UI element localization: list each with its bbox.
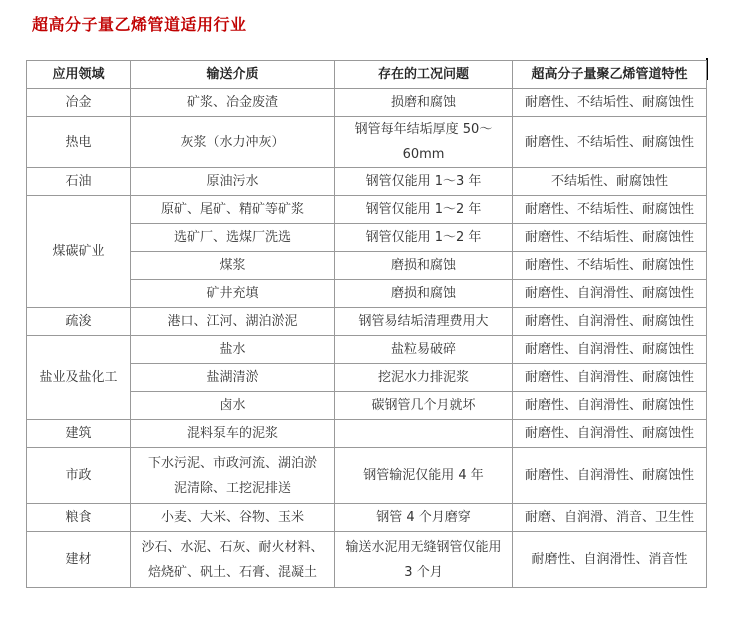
problem-cell xyxy=(335,196,513,224)
problem-text: 钢管输泥仅能用 4 年 xyxy=(363,468,484,483)
industry-table-container xyxy=(26,60,706,588)
feature-cell: 耐磨性、自润滑性、耐腐蚀性 xyxy=(513,336,707,364)
table-row xyxy=(27,420,707,448)
media-text: 混料泵车的泥浆 xyxy=(186,426,278,441)
field-cell: 盐业及盐化工 xyxy=(27,336,131,420)
table-header-row xyxy=(27,61,707,89)
problem-cell xyxy=(335,308,513,336)
problem-cell xyxy=(335,364,513,392)
media-cell xyxy=(131,532,335,588)
table-row xyxy=(27,196,707,224)
problem-cell xyxy=(335,448,513,504)
problem-text: 钢管仅能用 1～2 年 xyxy=(365,202,482,217)
problem-cell xyxy=(335,252,513,280)
media-cell xyxy=(131,280,335,308)
field-cell: 热电 xyxy=(27,117,131,168)
problem-text: 3 个月 xyxy=(404,564,443,580)
feature-cell: 耐磨性、自润滑性、耐腐蚀性 xyxy=(513,448,707,504)
problem-cell xyxy=(335,89,513,117)
table-row xyxy=(27,168,707,196)
table-row xyxy=(27,448,707,504)
feature-cell: 不结垢性、耐腐蚀性 xyxy=(513,168,707,196)
feature-cell: 耐磨性、自润滑性、耐腐蚀性 xyxy=(513,280,707,308)
media-text: 煤浆 xyxy=(219,258,246,273)
problem-text: 钢管 4 个月磨穿 xyxy=(376,510,471,525)
problem-cell xyxy=(335,117,513,168)
media-cell xyxy=(131,392,335,420)
media-cell xyxy=(131,308,335,336)
feature-cell: 耐磨性、不结垢性、耐腐蚀性 xyxy=(513,89,707,117)
problem-cell xyxy=(335,532,513,588)
media-cell xyxy=(131,504,335,532)
media-cell xyxy=(131,224,335,252)
problem-cell xyxy=(335,336,513,364)
table-row xyxy=(27,308,707,336)
feature-cell: 耐磨性、自润滑性、耐腐蚀性 xyxy=(513,420,707,448)
problem-text: 60mm xyxy=(402,147,445,162)
problem-cell xyxy=(335,280,513,308)
table-row xyxy=(27,89,707,117)
problem-text: 钢管每年结垢厚度 50～ xyxy=(354,122,493,137)
field-cell: 粮食 xyxy=(27,504,131,532)
media-text: 盐水 xyxy=(219,342,246,357)
media-text: 原油污水 xyxy=(206,174,259,189)
problem-text: 磨损和腐蚀 xyxy=(390,258,456,273)
feature-cell: 耐磨性、自润滑性、耐腐蚀性 xyxy=(513,364,707,392)
media-cell xyxy=(131,364,335,392)
media-text: 卤水 xyxy=(219,398,246,413)
header-problem: 存在的工况问题 xyxy=(335,61,513,89)
feature-cell: 耐磨性、不结垢性、耐腐蚀性 xyxy=(513,196,707,224)
field-cell: 市政 xyxy=(27,448,131,504)
media-text: 小麦、大米、谷物、玉米 xyxy=(160,510,304,525)
media-cell xyxy=(131,117,335,168)
feature-cell: 耐磨性、自润滑性、消音性 xyxy=(513,532,707,588)
media-text: 选矿厂、选煤厂洗选 xyxy=(173,230,291,245)
field-cell: 冶金 xyxy=(27,89,131,117)
problem-text: 钢管仅能用 1～2 年 xyxy=(365,230,482,245)
field-cell: 建筑 xyxy=(27,420,131,448)
media-text: 港口、江河、湖泊淤泥 xyxy=(167,314,298,329)
feature-cell: 耐磨性、自润滑性、耐腐蚀性 xyxy=(513,308,707,336)
field-cell: 石油 xyxy=(27,168,131,196)
media-cell xyxy=(131,196,335,224)
problem-text: 输送水泥用无缝钢管仅能用 xyxy=(345,539,502,555)
feature-cell: 耐磨性、自润滑性、耐腐蚀性 xyxy=(513,392,707,420)
media-text: 沙石、水泥、石灰、耐火材料、 xyxy=(141,539,324,555)
media-cell xyxy=(131,336,335,364)
media-cell xyxy=(131,420,335,448)
media-text: 灰浆（水力冲灰） xyxy=(180,134,285,150)
media-text: 矿井充填 xyxy=(206,286,259,301)
page-title: 超高分子量乙烯管道适用行业 xyxy=(32,15,247,34)
problem-cell xyxy=(335,168,513,196)
media-text: 焙烧矿、矾土、石膏、混凝土 xyxy=(147,564,317,580)
header-field: 应用领域 xyxy=(27,61,131,89)
problem-cell xyxy=(335,504,513,532)
table-row xyxy=(27,117,707,168)
media-text: 盐湖清淤 xyxy=(206,370,259,385)
problem-text: 碳钢管几个月就坏 xyxy=(371,398,476,413)
problem-text: 钢管仅能用 1～3 年 xyxy=(365,174,482,189)
problem-cell xyxy=(335,224,513,252)
feature-cell: 耐磨性、不结垢性、耐腐蚀性 xyxy=(513,224,707,252)
media-text: 矿浆、冶金废渣 xyxy=(186,95,278,110)
table-row xyxy=(27,532,707,588)
media-cell xyxy=(131,252,335,280)
problem-text: 磨损和腐蚀 xyxy=(390,286,456,301)
field-cell: 建材 xyxy=(27,532,131,588)
problem-cell xyxy=(335,392,513,420)
feature-cell: 耐磨性、不结垢性、耐腐蚀性 xyxy=(513,117,707,168)
media-text: 原矿、尾矿、精矿等矿浆 xyxy=(160,202,304,217)
problem-text: 钢管易结垢清理费用大 xyxy=(358,314,489,329)
media-cell xyxy=(131,448,335,504)
problem-text: 盐粒易破碎 xyxy=(390,342,456,357)
problem-text: 挖泥水力排泥浆 xyxy=(377,370,469,385)
problem-text: 损磨和腐蚀 xyxy=(390,95,456,110)
media-text: 泥清除、工挖泥排送 xyxy=(173,480,291,496)
problem-cell xyxy=(335,420,513,448)
feature-cell: 耐磨性、不结垢性、耐腐蚀性 xyxy=(513,252,707,280)
media-cell xyxy=(131,168,335,196)
table-row xyxy=(27,336,707,364)
media-text: 下水污泥、市政河流、湖泊淤 xyxy=(147,455,317,471)
field-cell: 煤碳矿业 xyxy=(27,196,131,308)
industry-table xyxy=(26,60,707,588)
field-cell: 疏浚 xyxy=(27,308,131,336)
table-row xyxy=(27,504,707,532)
feature-cell: 耐磨、自润滑、消音、卫生性 xyxy=(513,504,707,532)
header-feature: 超高分子量聚乙烯管道特性 xyxy=(513,61,707,89)
header-media: 输送介质 xyxy=(131,61,335,89)
media-cell xyxy=(131,89,335,117)
